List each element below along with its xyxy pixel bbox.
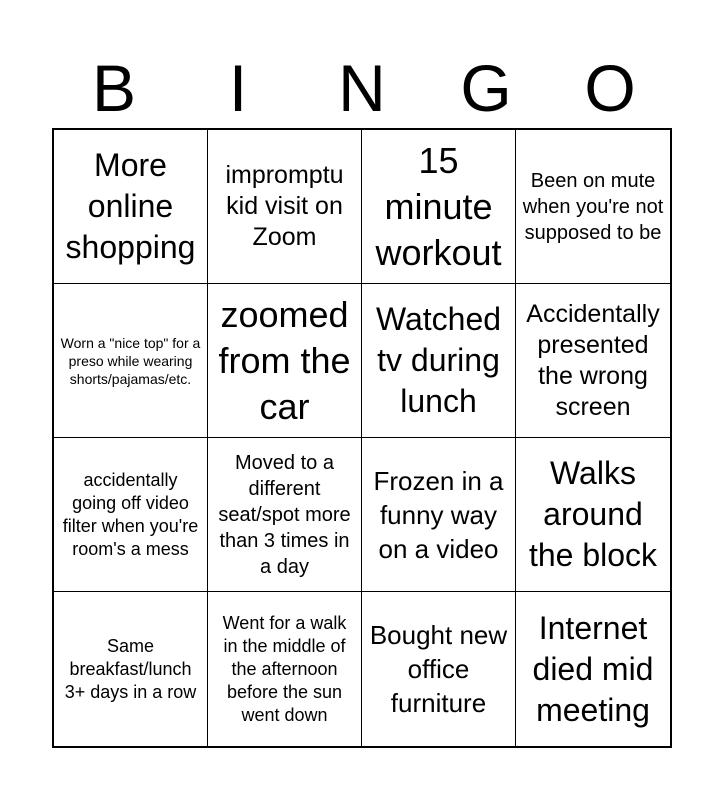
bingo-cell[interactable] — [208, 592, 362, 746]
header-letter-g: G — [460, 51, 512, 125]
bingo-cell-text: Walks around the block — [528, 455, 658, 573]
bingo-cell[interactable] — [362, 438, 516, 592]
bingo-cell[interactable] — [362, 284, 516, 438]
bingo-cell[interactable] — [516, 284, 670, 438]
bingo-cell-text: Internet died mid meeting — [532, 609, 654, 728]
bingo-cell-text: 15 minute workout — [375, 139, 502, 273]
bingo-cell-text: Been on mute when you're not supposed to be — [522, 169, 664, 244]
bingo-cell[interactable] — [208, 284, 362, 438]
bingo-cell-text: Frozen in a funny way on a video — [373, 465, 504, 564]
bingo-cell-text: Worn a "nice top" for a preso while wearing shorts/pajamas/etc. — [60, 334, 201, 387]
bingo-cell[interactable] — [54, 130, 208, 284]
bingo-cell[interactable] — [54, 284, 208, 438]
bingo-cell[interactable] — [208, 130, 362, 284]
bingo-cell[interactable] — [54, 438, 208, 592]
bingo-cell-text: accidentally going off video filter when you're room's a mess — [62, 469, 199, 559]
bingo-cell[interactable] — [516, 130, 670, 284]
bingo-cell[interactable] — [362, 592, 516, 746]
bingo-cell-text: Bought new office furniture — [369, 620, 508, 718]
header-letter-b: B — [91, 51, 137, 125]
bingo-cell[interactable] — [208, 438, 362, 592]
bingo-cell-text: More online shopping — [65, 147, 196, 265]
bingo-cell[interactable] — [516, 438, 670, 592]
bingo-header — [52, 50, 672, 126]
header-letter-o: O — [584, 51, 636, 125]
bingo-cell-text: Same breakfast/lunch 3+ days in a row — [64, 635, 197, 702]
bingo-cell-text: Watched tv during lunch — [375, 301, 502, 419]
bingo-cell-text: Went for a walk in the middle of the afternoon before the sun went down — [222, 612, 347, 725]
bingo-cell-text: Moved to a different seat/spot more than 3 times in a day — [218, 451, 351, 578]
bingo-cell[interactable] — [516, 592, 670, 746]
bingo-card-grid — [52, 128, 672, 748]
header-letter-n: N — [338, 51, 386, 125]
bingo-cell[interactable] — [54, 592, 208, 746]
header-letter-i: I — [228, 51, 248, 125]
bingo-cell-text: zoomed from the car — [218, 293, 351, 427]
bingo-cell-text: Accidentally presented the wrong screen — [526, 299, 660, 421]
bingo-cell-text: impromptu kid visit on Zoom — [225, 161, 344, 251]
bingo-cell[interactable] — [362, 130, 516, 284]
